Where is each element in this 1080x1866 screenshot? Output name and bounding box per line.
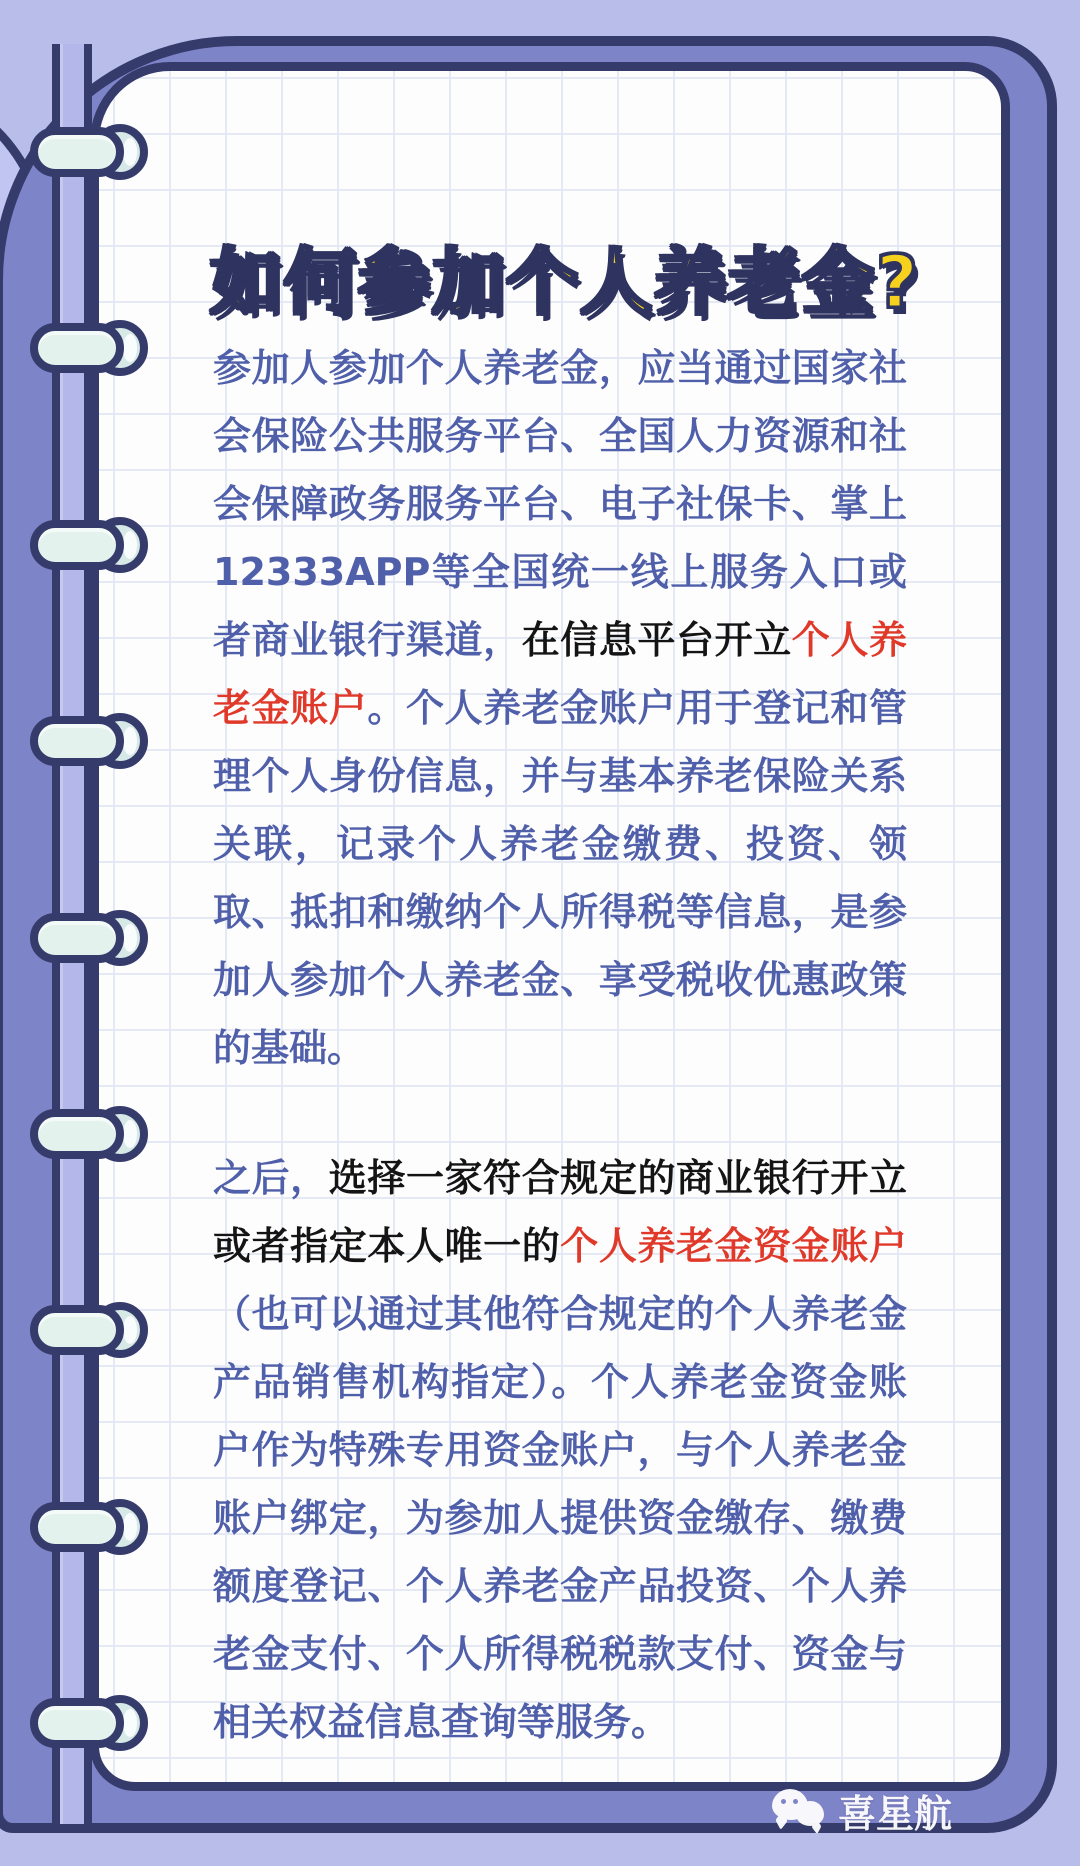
ring-front-pill	[30, 1502, 124, 1552]
watermark	[772, 1784, 952, 1836]
text-segment-blue: 参加人参加个人养老金，应当通过国家社会保险公共服务平台、全国人力资源和社会保障政务服务平台、电子社保卡、掌上12333APP等全国统一线上服务入口或者商业银行渠道，	[213, 346, 907, 662]
binder-ring	[30, 711, 152, 771]
ring-front-pill	[30, 520, 124, 570]
text-segment-blue: （也可以通过其他符合规定的个人养老金产品销售机构指定）。个人养老金资金账户作为特殊专用资金账户，与个人养老金账户绑定，为参加人提供资金缴存、缴费额度登记、个人养老金产品投资、个人养老金支付、个人所得税税款支付、资金与相关权益信息查询等服务。	[213, 1292, 907, 1744]
ring-front-pill	[30, 913, 124, 963]
ring-front-pill	[30, 127, 124, 177]
wechat-bubble-small	[796, 1801, 824, 1826]
body-paragraph	[213, 1144, 907, 1756]
text-segment-blue: 。个人养老金账户用于登记和管理个人身份信息，并与基本养老保险关系关联，记录个人养老金缴费、投资、领取、抵扣和缴纳个人所得税等信息，是参加人参加个人养老金、享受税收优惠政策的基础。	[213, 686, 907, 1070]
ring-front-pill	[30, 1305, 124, 1355]
binder-ring	[30, 1104, 152, 1164]
text-segment-blue: 之后，	[213, 1156, 329, 1200]
text-segment-red: 个人养老金账户	[213, 618, 907, 730]
text-segment-black: 在信息平台开立	[521, 618, 792, 662]
body-paragraph	[213, 334, 907, 1082]
ring-front-pill	[30, 1109, 124, 1159]
page-title: 如何参加个人养老金?	[210, 240, 920, 325]
body-text	[213, 334, 907, 1756]
binder-ring	[30, 1300, 152, 1360]
ring-front-pill	[30, 323, 124, 373]
text-segment-black: 选择一家符合规定的商业银行开立或者指定本人唯一的	[213, 1156, 907, 1268]
ring-front-pill	[30, 1698, 124, 1748]
binder-ring	[30, 1693, 152, 1753]
binder-ring	[30, 908, 152, 968]
binder-ring	[30, 1497, 152, 1557]
wechat-icon	[772, 1787, 828, 1833]
binder-ring	[30, 515, 152, 575]
text-segment-red: 个人养老金资金账户	[560, 1224, 907, 1268]
binder-ring	[30, 122, 152, 182]
ring-front-pill	[30, 716, 124, 766]
watermark-label: 喜星航	[838, 1791, 953, 1836]
